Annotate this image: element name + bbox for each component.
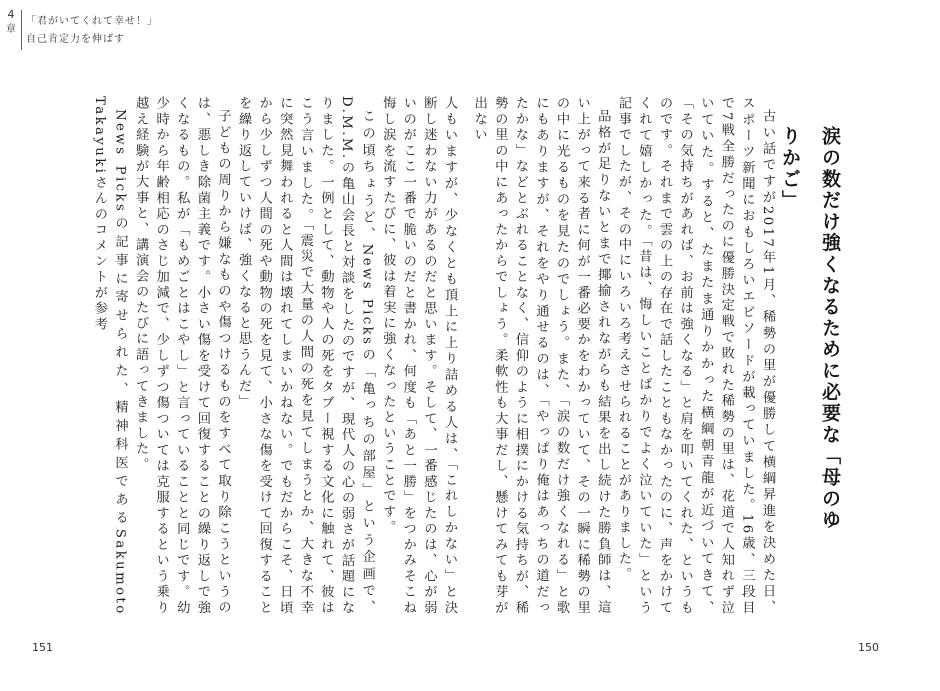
running-head-divider <box>21 10 22 50</box>
body-paragraph: 品格が足りないとまで揶揄されながらも結果を出し続けた勝負師は、這い上がって来る者に何が一番必要かをわかっていて、その一瞬に稀勢の里の中に光るものを見たのでしょう。また、「涙の数だけ強くなれる」と歌にもありますが、それをやり通せるのは、「やっぱり俺はあっちの道だったかな」などとぶれることなく、信仰のように相撲にかける気持ちが、稀勢の里の中にあったからでしょう。柔軟性も大事だし、懸けてみても芽が出ない <box>471 96 611 616</box>
body-paragraph: News Picksの記事に寄せられた、精神科医であるSakumoto Takayukiさんのコメントが参考 <box>91 96 128 616</box>
chapter-subtitle: 自己肯定力を伸ばす <box>26 34 125 45</box>
left-page-body <box>57 96 459 616</box>
body-paragraph: 古い話ですが2017年1月、稀勢の里が優勝して横綱昇進を決めた日、スポーツ新聞におもしろいエピソードが載っていました。16歳、三段目で7戦全勝だったのに優勝決定戦で敗れた稀勢の里は、花道で人知れず泣いていた。すると、たまたま通りかかった横綱朝青龍が近づいてきて、「その気持ちがあれば、お前は強くなる」と肩を叩いてくれた、というものです。それまで雲の上の存在で話したこともなかったのに、声をかけてくれて嬉しかった。「昔は、悔しいことばかりでよく泣いていた」という記事でしたが、その中にいろいろ考えさせられることがありました。 <box>615 96 775 616</box>
page-number-right: 150 <box>858 641 879 654</box>
chapter-title: 「君がいてくれて幸せ！」 <box>26 16 158 27</box>
body-paragraph: 子どもの周りから嫌なものや傷つけるものをすべて取り除こうというのは、悪しき除菌主義です。小さい傷を受けて回復することの繰り返しで強くなるもの。私が「もめごとはこやし」と言っていることと同じです。幼少時から年齢相応のさじ加減で、少しずつ傷ついては克服するという乗り越え経験が大事と、講演会のたびに語ってきました。 <box>133 96 231 616</box>
body-paragraph: 人もいますが、少なくとも頂上に上り詰める人は、「これしかない」と決断し迷わない力があるのだと思います。そして、一番感じたのは、心が弱いのがここ一番で脆いのだと書かれ、何度も「あと一勝」をつかみそこね悔し涙を流すたびに、彼は着実に強くなったということです。 <box>380 96 457 616</box>
right-page-body <box>471 96 777 616</box>
chapter-label: 章 <box>6 24 16 35</box>
section-heading: 涙の数だけ強くなるために必要な「母のゆりかご」 <box>779 126 841 531</box>
chapter-number: 4 <box>7 8 15 21</box>
running-head <box>4 8 169 62</box>
page-number-left: 151 <box>32 641 53 654</box>
body-paragraph: この頃ちょうど、News Picksの「亀っちの部屋」という企画で、D.M.M.の亀山会長と対談をしたのですが、現代人の心の弱さが話題になりました。一例として、動物や人の死をタブー視する文化に触れて、彼はこう言いました。「震災で大量の人間の死を見てしまうとか、大きな不幸に突然見舞われると人間は壊れてしまいかねない。でもだからこそ、日頃から少しずつ人間の死や動物の死を見て、小さな傷を受けて回復することを繰り返していけば、強くなると思うんだ」 <box>236 96 375 616</box>
